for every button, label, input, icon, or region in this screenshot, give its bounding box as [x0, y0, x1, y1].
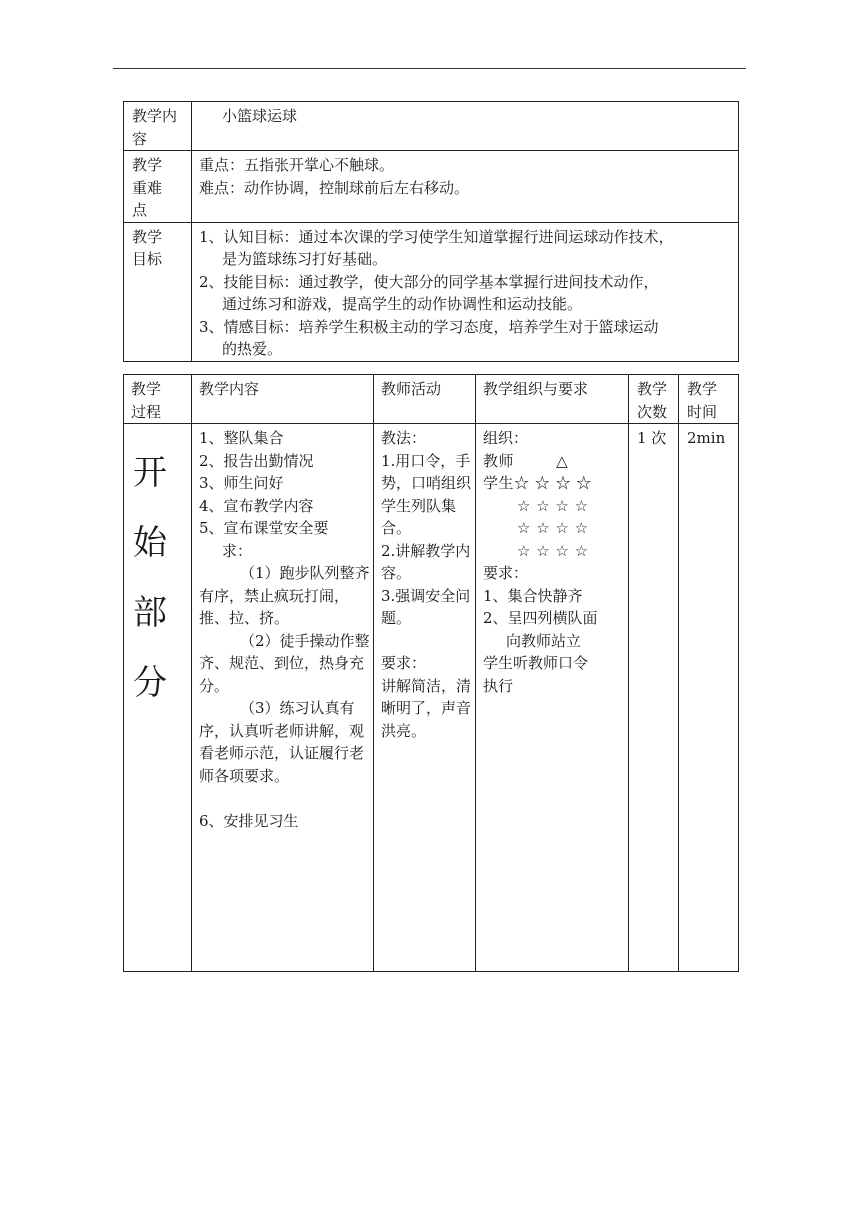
org-student-row-3: ☆ ☆ ☆ ☆	[517, 519, 589, 537]
org-teacher-row: 教师 △	[483, 451, 569, 470]
goal-2-line-b: 通过练习和游戏，提高学生的动作协调性和运动技能。	[222, 295, 583, 313]
page-header-rule	[113, 68, 746, 69]
teacher-req-label: 要求：	[381, 654, 427, 672]
goals-row	[124, 222, 739, 361]
content-item-3: 3、师生问好	[199, 474, 284, 492]
header-content: 教学内容	[192, 375, 374, 424]
teacher-activity-cell	[374, 424, 476, 972]
content-sub-2: （2）徒手操动作整齐、规范、到位，热身充分。	[199, 631, 370, 695]
difficulty-text: 难点：动作协调，控制球前后左右移动。	[199, 178, 470, 197]
lesson-info-table	[123, 101, 739, 362]
start-section-row	[124, 424, 739, 972]
count-value: 1 次	[637, 429, 667, 447]
keypoint-text: 重点：五指张开掌心不触球。	[199, 156, 395, 174]
content-item-4: 4、宣布教学内容	[199, 496, 314, 515]
method-step-2: 2.讲解教学内容。	[381, 541, 471, 582]
content-item-6: 6、安排见习生	[199, 811, 299, 830]
keypoints-row	[124, 151, 739, 223]
process-header-row	[124, 375, 739, 424]
teacher-spacer	[381, 630, 471, 653]
teacher-req-text: 讲解简洁，清晰明了，声音洪亮。	[381, 676, 472, 740]
goals-cell	[192, 222, 739, 361]
org-req-label: 要求：	[483, 564, 529, 582]
goal-3-line-a: 3、情感目标：培养学生积极主动的学习态度，培养学生对于篮球运动	[199, 317, 659, 336]
method-step-1: 1.用口令，手势，口哨组织学生列队集合。	[381, 451, 472, 537]
keypoints-cell	[192, 151, 739, 223]
org-req-1: 1、集合快静齐	[483, 586, 583, 605]
content-label: 教学内容	[124, 102, 192, 151]
content-item-1: 1、整队集合	[199, 429, 284, 447]
header-count: 教学次数	[629, 375, 679, 424]
org-req-2-b: 向教师站立	[506, 631, 582, 650]
content-sub-1: （1）跑步队列整齐有序，禁止疯玩打闹，推、拉、挤。	[199, 564, 370, 627]
section-title-char-3: 部	[133, 593, 167, 633]
header-time: 教学时间	[679, 375, 739, 424]
keypoints-label: 教学重难点	[124, 151, 192, 223]
goal-3-line-b: 的热爱。	[222, 340, 283, 358]
section-title-cell	[124, 424, 192, 972]
org-label: 组织：	[483, 429, 529, 447]
org-req-4: 执行	[483, 676, 514, 695]
goal-1-line-a: 1、认知目标：通过本次课的学习使学生知道掌握行进间运球动作技术，	[199, 227, 674, 246]
content-value-cell	[192, 102, 739, 151]
content-item-5-a: 5、宣布课堂安全要	[199, 519, 329, 537]
goal-2-line-a: 2、技能目标：通过教学，使大部分的同学基本掌握行进间技术动作，	[199, 272, 659, 291]
method-label: 教法：	[381, 429, 427, 447]
organization-cell	[476, 424, 629, 972]
goals-label: 教学目标	[124, 222, 192, 361]
time-value: 2min	[687, 429, 726, 447]
content-item-5-b: 求：	[222, 541, 253, 560]
section-title-char-2: 始	[133, 523, 167, 563]
content-spacer	[199, 787, 371, 810]
content-item-2: 2、报告出勤情况	[199, 451, 314, 470]
org-student-row-2: ☆ ☆ ☆ ☆	[517, 496, 589, 515]
section-title-char-1: 开	[133, 453, 167, 493]
goal-1-line-b: 是为篮球练习打好基础。	[222, 250, 388, 268]
org-student-row-1: 学生☆ ☆ ☆ ☆	[483, 474, 592, 492]
time-cell	[679, 424, 739, 972]
content-items-cell	[192, 424, 374, 972]
org-student-row-4: ☆ ☆ ☆ ☆	[517, 541, 589, 560]
section-title-char-4: 分	[133, 663, 167, 703]
teaching-process-table	[123, 374, 739, 972]
content-value: 小篮球运球	[222, 107, 298, 125]
content-sub-3: （3）练习认真有序，认真听老师讲解，观看老师示范，认证履行老师各项要求。	[199, 699, 365, 785]
org-req-2-a: 2、呈四列横队面	[483, 609, 598, 627]
header-process: 教学过程	[124, 375, 192, 424]
method-step-3: 3.强调安全问题。	[381, 586, 471, 627]
content-row	[124, 102, 739, 151]
org-req-3: 学生听教师口令	[483, 654, 589, 672]
header-organization: 教学组织与要求	[476, 375, 629, 424]
count-cell	[629, 424, 679, 972]
header-teacher: 教师活动	[374, 375, 476, 424]
